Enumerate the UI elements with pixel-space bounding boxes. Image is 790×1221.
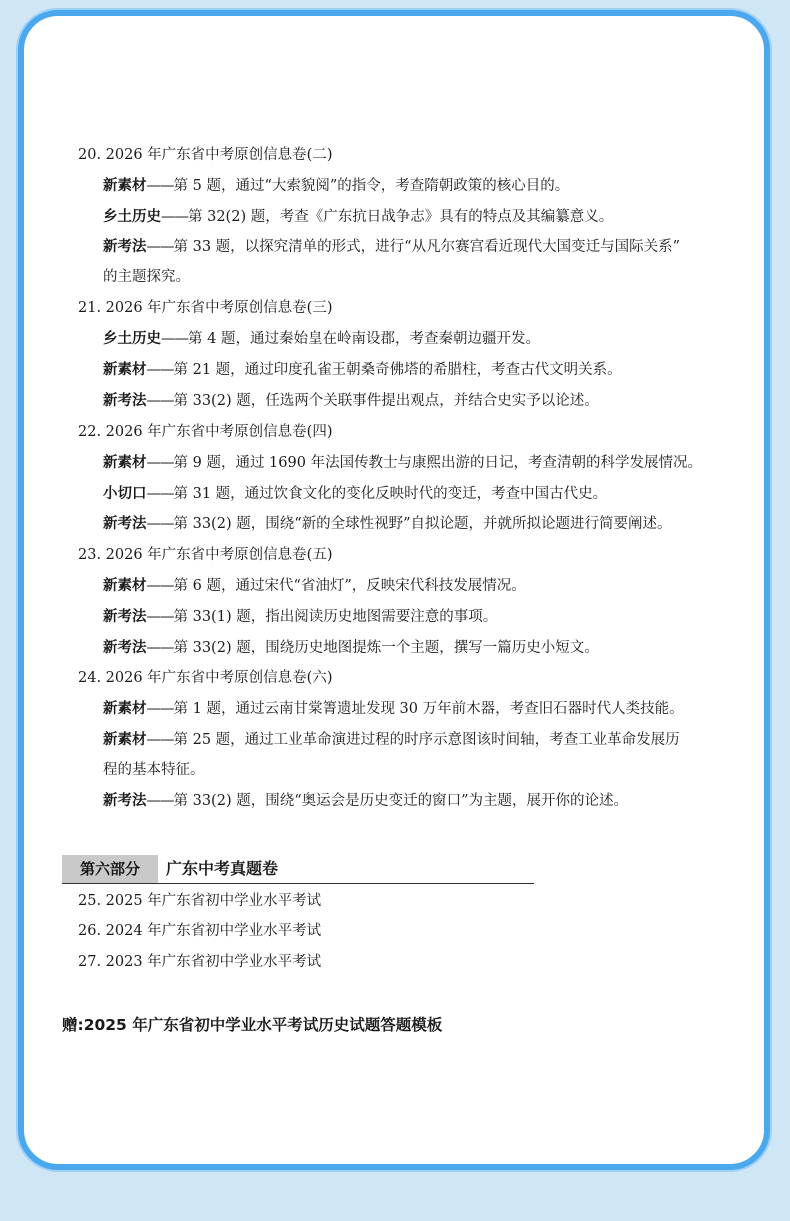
item-text: 第 25 题，通过工业革命演进过程的时序示意图该时间轴，考查工业革命发展历 [173,732,680,748]
exam-item: 27. 2023 年广东省初中学业水平考试 [78,954,322,970]
entry-item [103,360,622,380]
entry-title: 21. 2026 年广东省中考原创信息卷(三) [78,300,333,316]
item-text: 第 5 题，通过“大索貌阅”的指令，考查隋朝政策的核心目的。 [173,178,570,194]
entry-item [103,699,684,719]
entry-item [103,607,497,627]
dash: —— [146,701,174,717]
item-tag: 新考法 [103,516,147,532]
gift-note: 赠:2025 年广东省初中学业水平考试历史试题答题模板 [62,1016,443,1034]
item-text: 第 31 题，通过饮食文化的变化反映时代的变迁，考查中国古代史。 [173,486,608,502]
item-tag: 新素材 [103,362,147,378]
dash: —— [146,362,174,378]
entry-item [103,329,540,349]
item-tag: 新素材 [103,732,147,748]
entry-item [103,176,569,196]
entry-title: 24. 2026 年广东省中考原创信息卷(六) [78,670,333,686]
item-continuation: 的主题探究。 [103,269,190,285]
entry-item [103,391,599,411]
dash: —— [146,393,174,409]
exam-item: 26. 2024 年广东省初中学业水平考试 [78,923,322,939]
item-tag: 新考法 [103,239,147,255]
exam-item: 25. 2025 年广东省初中学业水平考试 [78,893,322,909]
item-text: 第 32(2) 题，考查《广东抗日战争志》具有的特点及其编纂意义。 [188,209,614,225]
dash: —— [161,331,188,347]
item-tag: 新素材 [103,178,147,194]
dash: —— [146,455,174,471]
entry-item [103,638,599,658]
entry-item [103,791,628,811]
entry-item [103,514,672,534]
entry-item [103,730,680,750]
item-tag: 乡土历史 [103,209,161,225]
item-text: 第 33(2) 题，围绕“奥运会是历史变迁的窗口”为主题，展开你的论述。 [173,793,629,809]
dash: —— [146,609,174,625]
item-tag: 新素材 [103,701,147,717]
item-text: 第 33 题，以探究清单的形式，进行“从凡尔赛宫看近现代大国变迁与国际关系” [173,239,680,255]
entry-title: 23. 2026 年广东省中考原创信息卷(五) [78,547,333,563]
section-title: 广东中考真题卷 [166,859,279,878]
item-continuation: 程的基本特征。 [103,762,205,778]
section-tag: 第六部分 [62,855,158,883]
dash: —— [146,578,174,594]
item-text: 第 9 题，通过 1690 年法国传教士与康熙出游的日记，考查清朝的科学发展情况。 [173,455,703,471]
item-text: 第 1 题，通过云南甘棠箐遗址发现 30 万年前木器，考查旧石器时代人类技能。 [173,701,684,717]
item-text: 第 33(2) 题，任选两个关联事件提出观点，并结合史实予以论述。 [173,393,599,409]
entry-item [103,207,613,227]
dash: —— [146,732,174,748]
item-tag: 新考法 [103,393,147,409]
item-tag: 新考法 [103,793,147,809]
section-header [62,855,534,884]
item-text: 第 6 题，通过宋代“省油灯”，反映宋代科技发展情况。 [173,578,526,594]
item-text: 第 33(2) 题，围绕历史地图提炼一个主题，撰写一篇历史小短文。 [173,640,599,656]
entry-title: 22. 2026 年广东省中考原创信息卷(四) [78,424,333,440]
item-tag: 新考法 [103,640,147,656]
item-text: 第 21 题，通过印度孔雀王朝桑奇佛塔的希腊柱，考查古代文明关系。 [173,362,622,378]
entry-item [103,576,526,596]
entry-item [103,237,680,257]
item-text: 第 33(1) 题，指出阅读历史地图需要注意的事项。 [173,609,498,625]
item-tag: 乡土历史 [103,331,161,347]
item-text: 第 33(2) 题，围绕“新的全球性视野”自拟论题，并就所拟论题进行简要阐述。 [173,516,672,532]
dash: —— [146,640,174,656]
dash: —— [146,178,174,194]
item-tag: 小切口 [103,486,147,502]
dash: —— [146,486,174,502]
item-tag: 新考法 [103,609,147,625]
dash: —— [161,209,188,225]
entry-item [103,484,607,504]
entry-title: 20. 2026 年广东省中考原创信息卷(二) [78,147,333,163]
dash: —— [146,516,174,532]
entry-item [103,453,702,473]
dash: —— [146,793,174,809]
item-tag: 新素材 [103,578,147,594]
item-tag: 新素材 [103,455,147,471]
item-text: 第 4 题，通过秦始皇在岭南设郡，考查秦朝边疆开发。 [188,331,540,347]
dash: —— [146,239,174,255]
